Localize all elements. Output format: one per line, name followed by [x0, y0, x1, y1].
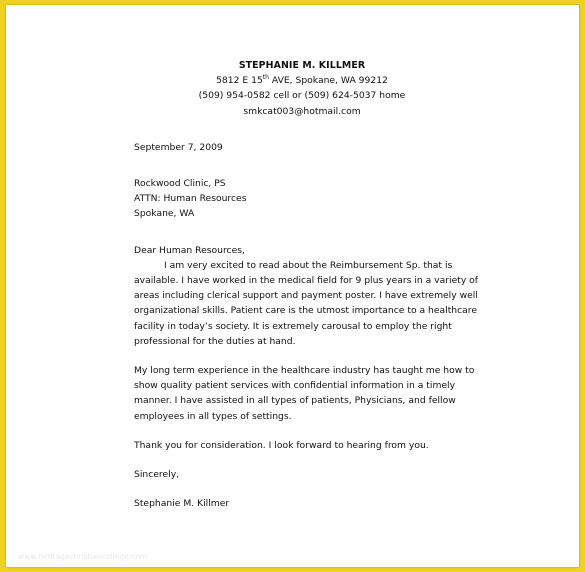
- thank-you-line: Thank you for consideration. I look forward to hearing from you.: [134, 439, 429, 451]
- paragraph-1-line: professional for the duties at hand.: [134, 335, 296, 347]
- letter-page: [6, 5, 579, 567]
- paragraph-2: [134, 363, 475, 424]
- paragraph-2-line: My long term experience in the healthcare industry has taught me how to: [134, 365, 475, 377]
- paragraph-1-line: organizational skills. Patient care is the utmost importance to a healthcare: [134, 305, 478, 317]
- paragraph-1-line: areas including clerical support and payment poster. I have extremely well: [134, 290, 478, 302]
- paragraph-1: [134, 258, 479, 349]
- closing: Sincerely,: [134, 469, 180, 481]
- recipient-line-3: Spokane, WA: [134, 208, 195, 220]
- sender-name: STEPHANIE M. KILLMER: [238, 60, 366, 71]
- paragraph-2-line: show quality patient services with confidential information in a timely: [134, 380, 456, 392]
- paragraph-3: [134, 438, 470, 453]
- sender-address: [134, 73, 470, 88]
- address-rest: AVE, Spokane, WA 99212: [268, 75, 388, 87]
- watermark: www.heritagechristiancollege.com: [18, 552, 148, 561]
- address-street-number: 5812 E 15: [216, 75, 263, 87]
- recipient-line-2: ATTN: Human Resources: [134, 193, 247, 205]
- paragraph-2-line: employees in all types of settings.: [134, 410, 292, 422]
- cover-letter: [134, 58, 479, 511]
- signature-block: [134, 496, 470, 511]
- paragraph-2-line: manner. I have assisted in all types of patients, Physicians, and fellow: [134, 395, 456, 407]
- address-ordinal-suffix: th: [262, 74, 269, 82]
- sender-phones: (509) 954-0582 cell or (509) 624-5037 home: [198, 90, 406, 102]
- sender-email: smkcat003@hotmail.com: [243, 105, 361, 117]
- paragraph-1-line: I am very excited to read about the Reimbursement Sp. that is: [164, 259, 453, 271]
- letter-date: September 7, 2009: [134, 141, 223, 153]
- recipient-line-1: Rockwood Clinic, PS: [134, 178, 226, 190]
- paragraph-1-line: available. I have worked in the medical field for 9 plus years in a variety of: [134, 275, 479, 287]
- paragraph-1-line: facility in today’s society. It is extremely carousal to employ the right: [134, 320, 452, 332]
- letter-header: [134, 58, 470, 119]
- signature-name: Stephanie M. Killmer: [134, 498, 230, 510]
- salutation: Dear Human Resources,: [134, 244, 245, 256]
- closing-block: [134, 467, 470, 482]
- recipient-block: [134, 176, 470, 222]
